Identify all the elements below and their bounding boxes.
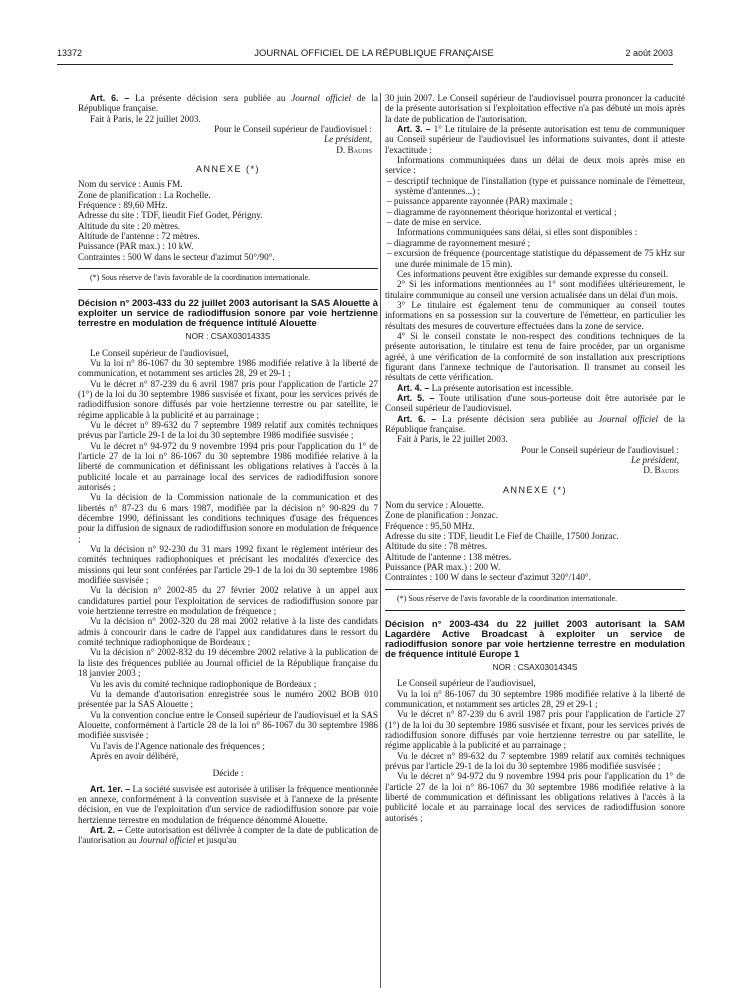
column-separator [380, 93, 381, 988]
paragraph: Vu le décret n° 89-632 du 7 septembre 1989 relatif aux comités techniques prévus par l'article 29-1 de la loi du 30 septembre 1986 modifiée susvisée ; [385, 750, 685, 771]
annex-line: Nom du service : Aunis FM. [78, 179, 183, 190]
annex-line: Zone de planification : La Rochelle. [78, 189, 211, 200]
list-item: – date de mise en service. [387, 217, 482, 228]
divider [385, 589, 685, 590]
list-item: – diagramme de rayonnement théorique horizontal et vertical ; [387, 206, 617, 217]
paragraph: Vu la convention conclue entre le Conseil supérieur de l'audiovisuel et la SAS Alouette, conformément à l'article 28 de la loi n° 86-1067 du 30 septembre 1986 modifiée susvisée ; [78, 709, 378, 741]
annex-line: Zone de planification : Jonzac. [385, 510, 499, 521]
page-header [0, 0, 748, 80]
annex-line: Nom du service : Alouette. [385, 500, 484, 511]
paragraph: Vu la décision de la Commission nationale de la communication et des libertés n° 87-23 du 6 mars 1987, modifiée par la décision n° 90-829 du 7 décembre 1990, définissant les conditions techniques d'usage des fréquences pour la diffusion de signaux de radiodiffusion sonore en modulation de fréquence ; [78, 492, 378, 544]
list-item: – diagramme de rayonnement mesuré ; [387, 237, 531, 248]
signature-org: Pour le Conseil supérieur de l'audiovisuel : [214, 124, 372, 135]
article-1: Art. 1er. – La société susvisée est autorisée à utiliser la fréquence mentionnée en annexe, conformément à la convention susvisée et à l'annexe de la présente décision, en vue de l'exploitation d'un service de radiodiffusion sonore par voie hertzienne terrestre en modulation de fréquence dénommé Alouette. [78, 783, 378, 825]
signature-org: Pour le Conseil supérieur de l'audiovisuel : [521, 444, 679, 455]
paragraph: 4° Si le conseil constate le non-respect des conditions techniques de la présente autorisation, le titulaire est tenu de faire procéder, par un organisme agréé, à une vérification de la conformité de son installation aux prescriptions figurant dans l'annexe technique de l'autorisation. Il transmet au conseil les résultats de cette vérification. [385, 330, 685, 383]
annex-line: Adresse du site : TDF, lieudit Le Fief de Chaille, 17500 Jonzac. [385, 531, 619, 542]
paragraph: Vu l'avis de l'Agence nationale des fréquences ; [90, 740, 265, 751]
header-rule [57, 64, 673, 65]
paragraph: Vu la décision n° 2002-832 du 19 décembre 2002 relative à la publication de la liste des fréquences publiée au Journal officiel de la République française du 18 janvier 2003 ; [78, 647, 378, 679]
paragraph: Vu la loi n° 86-1067 du 30 septembre 1986 modifiée relative à la liberté de communication, et notamment ses articles 28, 29 et 29-1 ; [385, 688, 685, 709]
nor-reference: NOR : CSAX0301434S [492, 662, 578, 672]
annex-title: ANNEXE (*) [502, 484, 567, 495]
paragraph: Vu le décret n° 87-239 du 6 avril 1987 pris pour l'application de l'article 27 (1°) de la loi du 30 septembre 1986 susvisée et fixant, pour les services privés de radiodiffusion sonore diffusés par voie hertzienne terrestre ou par satellite, le régime applicable à la publicité et au parrainage ; [385, 709, 685, 751]
paragraph: 3° Le titulaire est également tenu de communiquer au conseil toutes informations en sa possession sur la couverture de l'émetteur, en particulier les résultats des mesures de couverture effectuées dans la zone de service. [385, 299, 685, 331]
paragraph: Vu la décision n° 2002-85 du 27 février 2002 relative à un appel aux candidatures partiel pour l'exploitation de services de radiodiffusion sonore par voie hertzienne terrestre en modulation de fréquence ; [78, 585, 378, 617]
annex-line: Fréquence : 95,50 MHz. [385, 520, 475, 531]
paragraph: Vu le décret n° 87-239 du 6 avril 1987 pris pour l'application de l'article 27 (1°) de la loi du 30 septembre 1986 susvisée et fixant, pour les services privés de radiodiffusion sonore diffusés par voie hertzienne terrestre ou par satellite, le régime applicable à la publicité et au parrainage ; [78, 378, 378, 420]
paragraph: Vu le décret n° 94-972 du 9 novembre 1994 pris pour l'application du 1° de l'article 27 de la loi n° 86-1067 du 30 septembre 1986 modifiée relative à la liberté de communication et définissant les obligations relatives à l'accès à la publicité locale et au parrainage local des services de radiodiffusion sonore autorisés ; [78, 440, 378, 492]
signature-name: D. Baudis [336, 144, 372, 155]
journal-title: JOURNAL OFFICIEL DE LA RÉPUBLIQUE FRANÇAISE [254, 48, 494, 59]
paragraph: Après en avoir délibéré, [90, 750, 179, 761]
paragraph: Ces informations peuvent être exigibles sur demande expresse du conseil. [397, 268, 668, 279]
annex-line: Altitude du site : 20 mètres. [78, 220, 181, 231]
paragraph: Vu la décision n° 2002-320 du 28 mai 2002 relative à la liste des candidats admis à concourir dans le cadre de l'appel aux candidatures dans le ressort du comité technique radiophonique de Bordeaux ; [78, 616, 378, 648]
annex-line: Puissance (PAR max.) : 10 kW. [78, 241, 194, 252]
decision-title: Décision n° 2003-433 du 22 juillet 2003 autorisant la SAS Alouette à exploiter un service de radiodiffusion sonore par voie hertzienne terrestre en modulation de fréquence intitulé Alouette [78, 297, 378, 329]
article-5: Art. 5. – Toute utilisation d'une sous-porteuse doit être autorisée par le Conseil supérieur de l'audiovisuel. [385, 392, 685, 414]
decision-title: Décision n° 2003-434 du 22 juillet 2003 autorisant la SAM Lagardère Active Broadcast à exploiter un service de radiodiffusion sonore par voie hertzienne terrestre en modulation de fréquence intitulé Europe 1 [385, 617, 685, 659]
done-at: Fait à Paris, le 22 juillet 2003. [90, 113, 201, 124]
footnote: (*) Sous réserve de l'avis favorable de la coordination internationale. [90, 273, 311, 283]
signature-role: Le président, [631, 455, 679, 466]
annex-list [78, 179, 378, 262]
annex-line: Contraintes : 100 W dans le secteur d'azimut 320°/140°. [385, 572, 591, 583]
signature-role: Le président, [324, 134, 372, 145]
paragraph: Vu le décret n° 89-632 du 7 septembre 1989 relatif aux comités techniques prévus par l'article 29-1 de la loi du 30 septembre 1986 modifiée susvisée ; [78, 419, 378, 441]
paragraph: Vu la loi n° 86-1067 du 30 septembre 1986 modifiée relative à la liberté de communication, et notamment ses articles 28, 29 et 29-1 ; [78, 357, 378, 379]
article-3: Art. 3. – 1° Le titulaire de la présente autorisation est tenu de communiquer au Conseil supérieur de l'audiovisuel les informations suivantes, dont il atteste l'exactitude : [385, 124, 685, 155]
annex-list [385, 500, 685, 583]
page-number: 13372 [57, 48, 83, 58]
article-4: Art. 4. – La présente autorisation est incessible. [397, 382, 574, 393]
article-6: Art. 6. – La présente décision sera publiée au Journal officiel de la République française. [385, 413, 685, 434]
paragraph: 2° Si les informations mentionnées au 1° sont modifiées ultérieurement, le titulaire communique au conseil une version actualisée dans un délai d'un mois. [385, 279, 685, 300]
paragraph: Vu le décret n° 94-972 du 9 novembre 1994 pris pour l'application du 1° de l'article 27 de la loi n° 86-1067 du 30 septembre 1986 modifiée relative à la liberté de communication et définissant les obligations relatives à l'accès à la publicité locale et au parrainage local des services de radiodiffusion sonore autorisés ; [385, 771, 685, 823]
annex-line: Adresse du site : TDF, lieudit Fief Godet, Périgny. [78, 210, 263, 221]
article-6: Art. 6. – La présente décision sera publiée au Journal officiel de la République française. [78, 93, 378, 114]
divider [78, 268, 378, 269]
article-2: Art. 2. – Cette autorisation est délivrée à compter de la date de publication de l'autorisation au Journal officiel et jusqu'au [78, 824, 378, 846]
decides: Décide : [212, 768, 244, 779]
info-two-months: Informations communiquées dans un délai de deux mois après mise en service : [385, 155, 685, 176]
divider [78, 289, 378, 290]
annex-line: Contraintes : 500 W dans le secteur d'azimut 50°/90°. [78, 251, 275, 262]
signature-name: D. Baudis [643, 465, 679, 476]
divider [385, 610, 685, 611]
annex-line: Altitude du site : 78 mètres. [385, 541, 488, 552]
annex-line: Altitude de l'antenne : 138 mètres. [385, 551, 512, 562]
paragraph: Vu la décision n° 92-230 du 31 mars 1992 fixant le règlement intérieur des comités techniques radiophoniques et précisant les modalités d'exercice des missions qui leur sont conférées par l'article 29-1 de la loi du 30 septembre 1986 modifiée susvisée ; [78, 544, 378, 586]
list-item: – puissance apparente rayonnée (PAR) maximale ; [387, 196, 573, 207]
footnote: (*) Sous réserve de l'avis favorable de la coordination internationale. [397, 593, 618, 603]
left-column [78, 93, 378, 990]
annex-line: Fréquence : 89,60 MHz. [78, 200, 168, 211]
paragraph: Vu la demande d'autorisation enregistrée sous le numéro 2002 BOB 010 présentée par la SAS Alouette ; [78, 688, 378, 710]
right-column [385, 93, 685, 990]
paragraph: Vu les avis du comité technique radiophonique de Bordeaux ; [90, 678, 317, 689]
list-item: – descriptif technique de l'installation (type et puissance nominale de l'émetteur, système d'antennes...) ; [387, 175, 685, 197]
paragraph: Le Conseil supérieur de l'audiovisuel, [397, 678, 536, 689]
article-2-continued: 30 juin 2007. Le Conseil supérieur de l'audiovisuel pourra prononcer la caducité de la présente autorisation si l'exploitation effective n'a pas débuté un mois après la date de publication de l'autorisation. [385, 93, 685, 124]
info-no-delay: Informations communiquées sans délai, si elles sont disponibles : [397, 227, 638, 238]
annex-title: ANNEXE (*) [195, 164, 260, 175]
list-item: – excursion de fréquence (pourcentage statistique du dépassement de 75 kHz sur une durée minimale de 15 min). [387, 248, 685, 269]
nor-reference: NOR : CSAX0301433S [185, 332, 271, 342]
paragraph: Le Conseil supérieur de l'audiovisuel, [90, 347, 229, 358]
done-at: Fait à Paris, le 22 juillet 2003. [397, 434, 508, 445]
annex-line: Altitude de l'antenne : 72 mètres. [78, 231, 200, 242]
publication-date: 2 août 2003 [625, 48, 673, 58]
annex-line: Puissance (PAR max.) : 200 W. [385, 562, 501, 573]
